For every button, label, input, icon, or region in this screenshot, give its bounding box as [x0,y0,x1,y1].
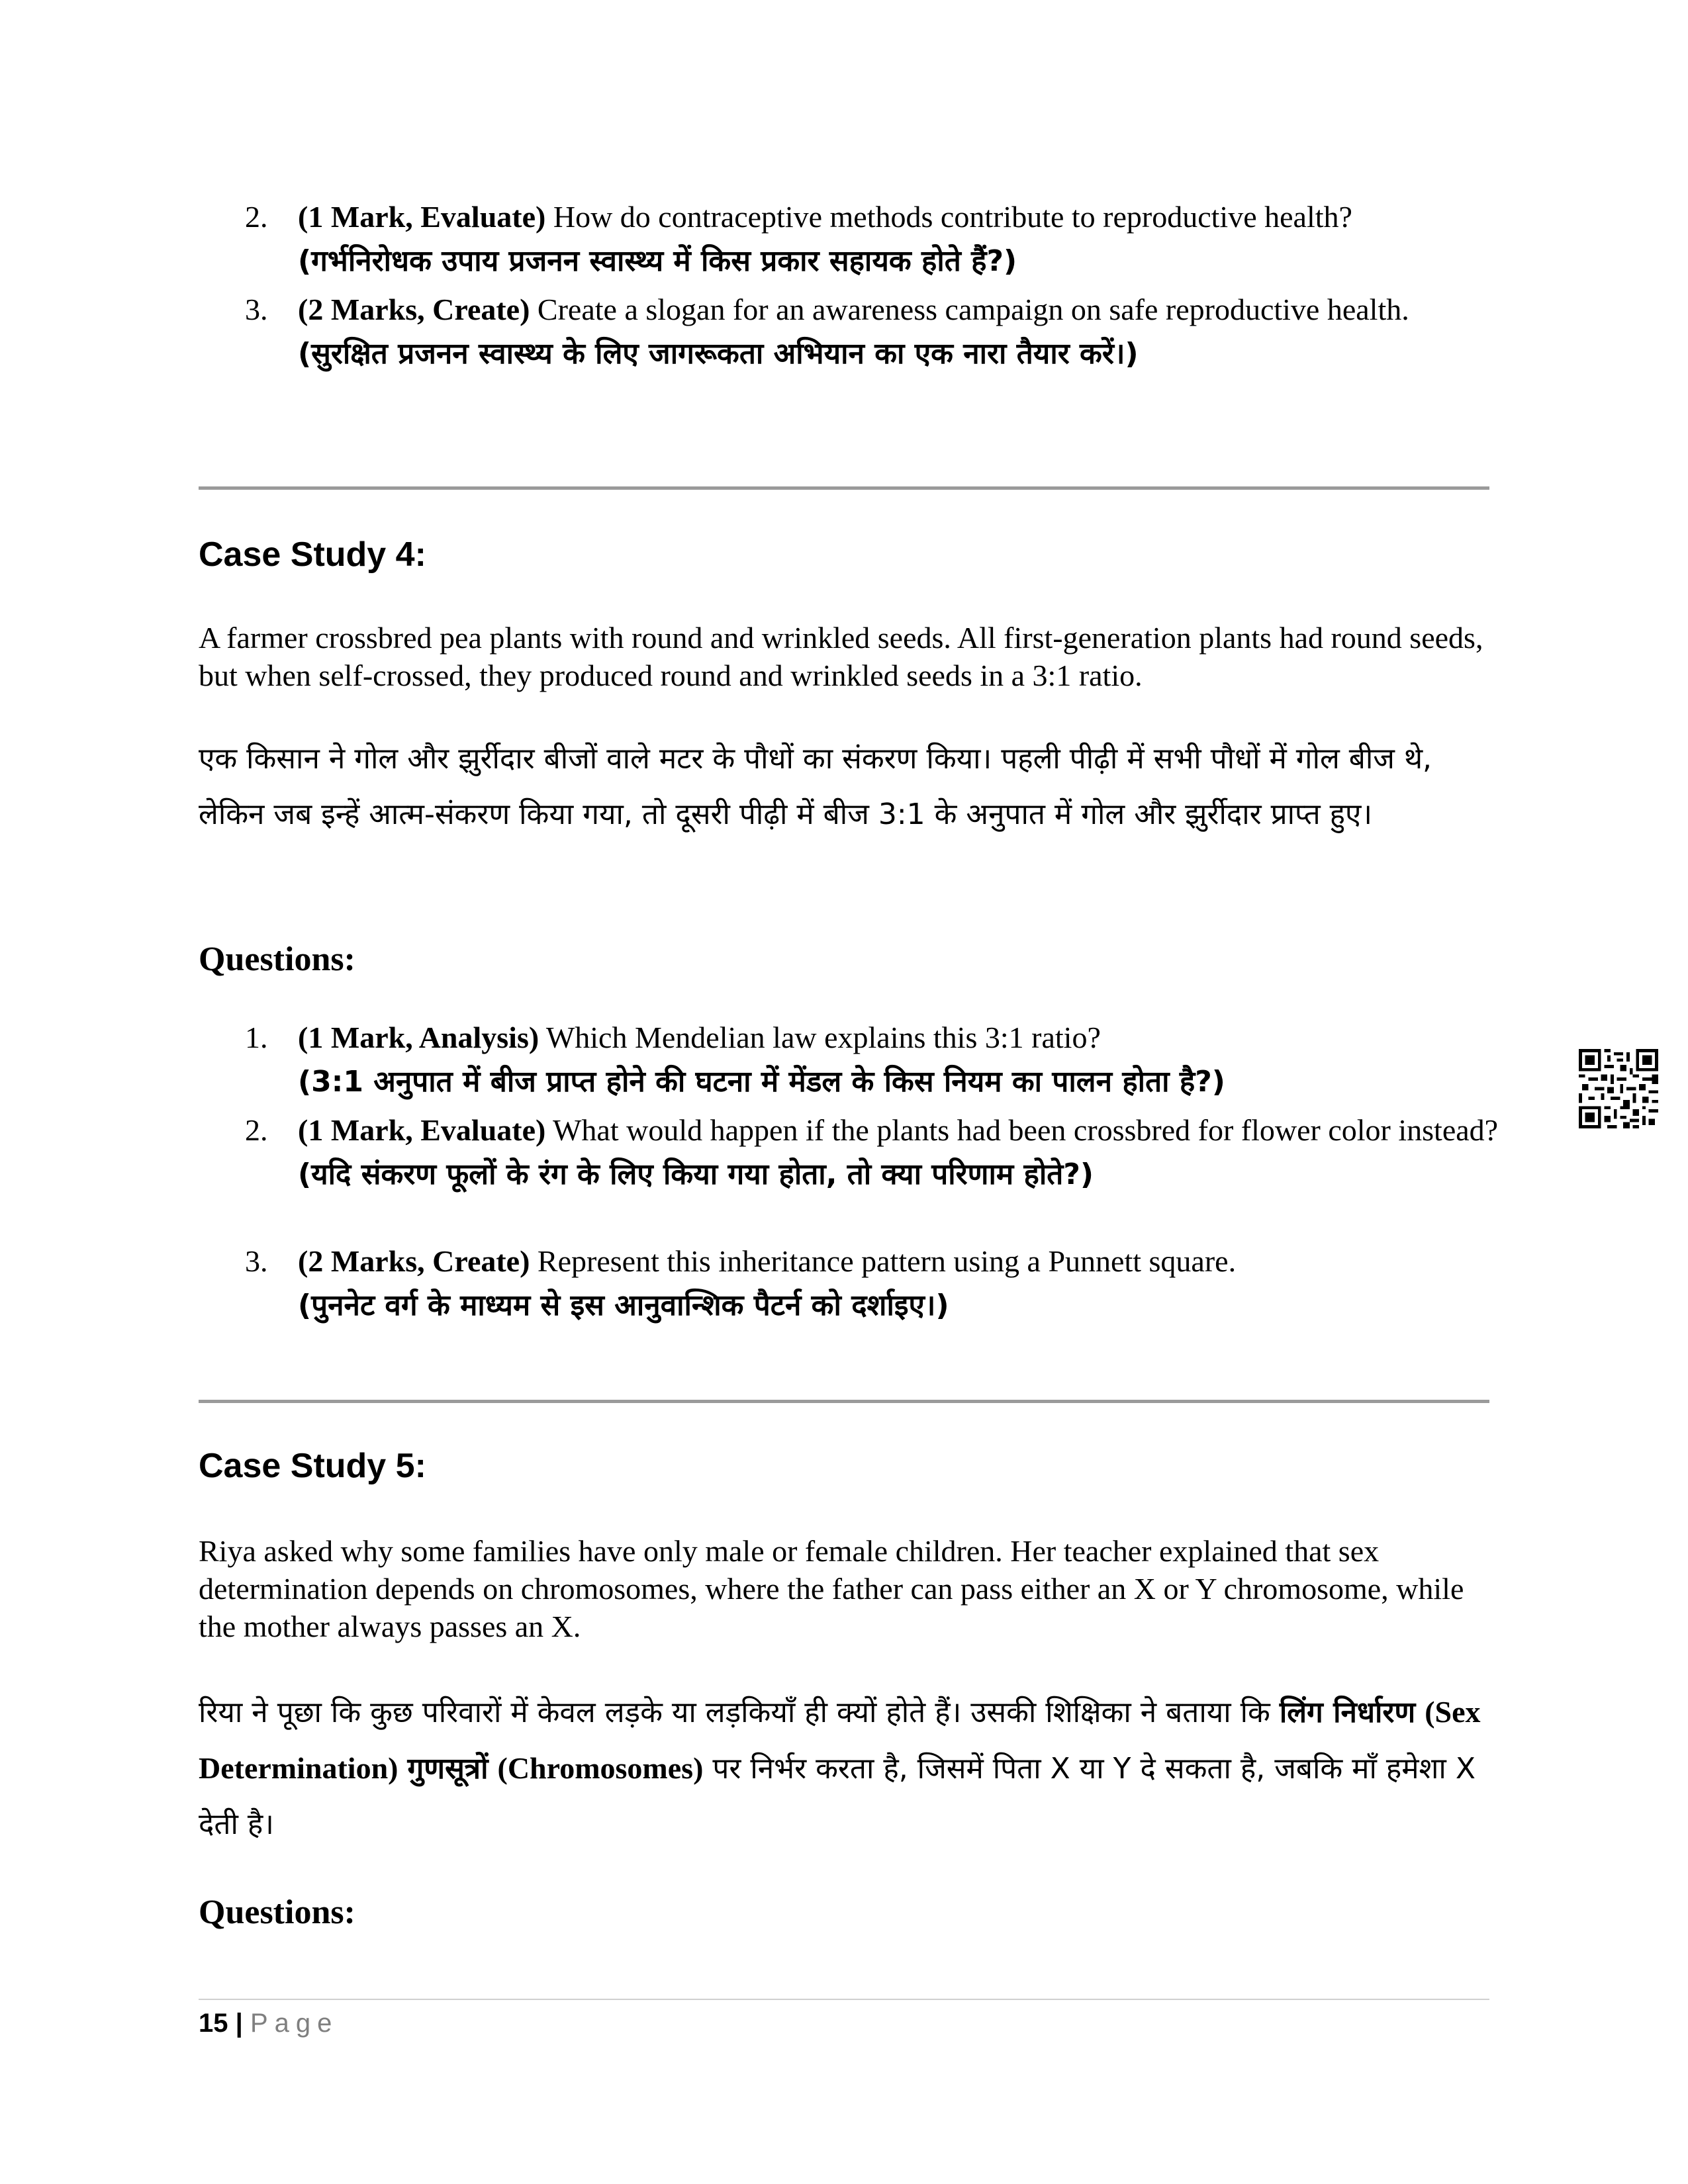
qr-code-icon [1579,1049,1658,1128]
question-number: 3. [245,293,268,326]
question-tag: (2 Marks, Create) [298,1244,530,1278]
case-study-4-title: Case Study 4: [199,535,426,574]
case-study-4-paragraph-english: A farmer crossbred pea plants with round and wrinkled seeds. All first-generation plants had round seeds, but when self-crossed, they produced round and wrinkled seeds in a 3:1 ratio. [199,621,1483,692]
case-study-5-questions-heading: Questions: [199,1893,355,1931]
hindi-text: रिया ने पूछा कि कुछ परिवारों में केवल लड़के या लड़कियाँ ही क्यों होते हैं। उसकी शिक्षिका ने बताया कि [199,1696,1270,1729]
case-study-5-title: Case Study 5: [199,1447,426,1485]
case-study-5-paragraph-english: Riya asked why some families have only male or female children. Her teacher explained that sex determination depends on chromosomes, where the father can pass either an X or Y chromosome, while the mother always passes an X. [199,1534,1464,1643]
term-chromosomes-hindi: गुणसूत्रों [407,1752,489,1786]
question-tag: (1 Mark, Evaluate) [298,200,546,234]
footer-divider [199,1999,1489,2000]
case-study-5-paragraph-hindi [199,1684,1489,1852]
question-hindi: (गर्भनिरोधक उपाय प्रजनन स्वास्थ्य में किस प्रकार सहायक होते हैं?) [298,244,1017,278]
footer-separator: | [235,2009,243,2038]
question-text: Create a slogan for an awareness campaign on safe reproductive health. [537,293,1409,326]
question-hindi: (3:1 अनुपात में बीज प्राप्त होने की घटना में मेंडल के किस नियम का पालन होता है?) [298,1065,1225,1099]
page-label: Page [250,2009,339,2038]
page-number: 15 [199,2009,228,2038]
question-tag: (2 Marks, Create) [298,293,530,326]
section-divider [199,486,1489,490]
question-number: 2. [245,1113,268,1147]
page-footer [199,2009,338,2038]
term-sex-determination-hindi: लिंग निर्धारण [1279,1696,1416,1729]
question-tag: (1 Mark, Analysis) [298,1021,539,1054]
question-text: Which Mendelian law explains this 3:1 ratio? [545,1021,1101,1054]
term-chromosomes-english: (Chromosomes) [497,1751,704,1785]
question-tag: (1 Mark, Evaluate) [298,1113,546,1147]
question-text: What would happen if the plants had been crossbred for flower color instead? [553,1113,1499,1147]
question-text: Represent this inheritance pattern using a Punnett square. [537,1244,1237,1278]
case-study-4-questions-heading: Questions: [199,940,355,978]
question-number: 3. [245,1244,268,1278]
question-hindi: (यदि संकरण फूलों के रंग के लिए किया गया होता, तो क्या परिणाम होते?) [298,1158,1094,1191]
question-number: 2. [245,200,268,234]
term-sex-determination-english: (Sex Determination) [199,1695,1481,1785]
hindi-text: पर निर्भर करता है, जिसमें पिता X या Y दे सकता है, जबकि माँ हमेशा X देती है। [199,1752,1476,1841]
question-hindi: (पुननेट वर्ग के माध्यम से इस आनुवान्शिक पैटर्न को दर्शाइए।) [298,1289,949,1322]
question-text: How do contraceptive methods contribute to reproductive health? [553,200,1352,234]
case-study-4-paragraph-hindi: एक किसान ने गोल और झुर्रीदार बीजों वाले मटर के पौधों का संकरण किया। पहली पीढ़ी में सभी पौधों में गोल बीज थे, लेकिन जब इन्हें आत्म-संकरण किया गया, तो दूसरी पीढ़ी में बीज 3:1 के अनुपात में गोल और झुर्रीदार प्राप्त हुए। [199,742,1432,831]
question-number: 1. [245,1021,268,1054]
question-hindi: (सुरक्षित प्रजनन स्वास्थ्य के लिए जागरूकता अभियान का एक नारा तैयार करें।) [298,337,1139,371]
section-divider [199,1400,1489,1403]
